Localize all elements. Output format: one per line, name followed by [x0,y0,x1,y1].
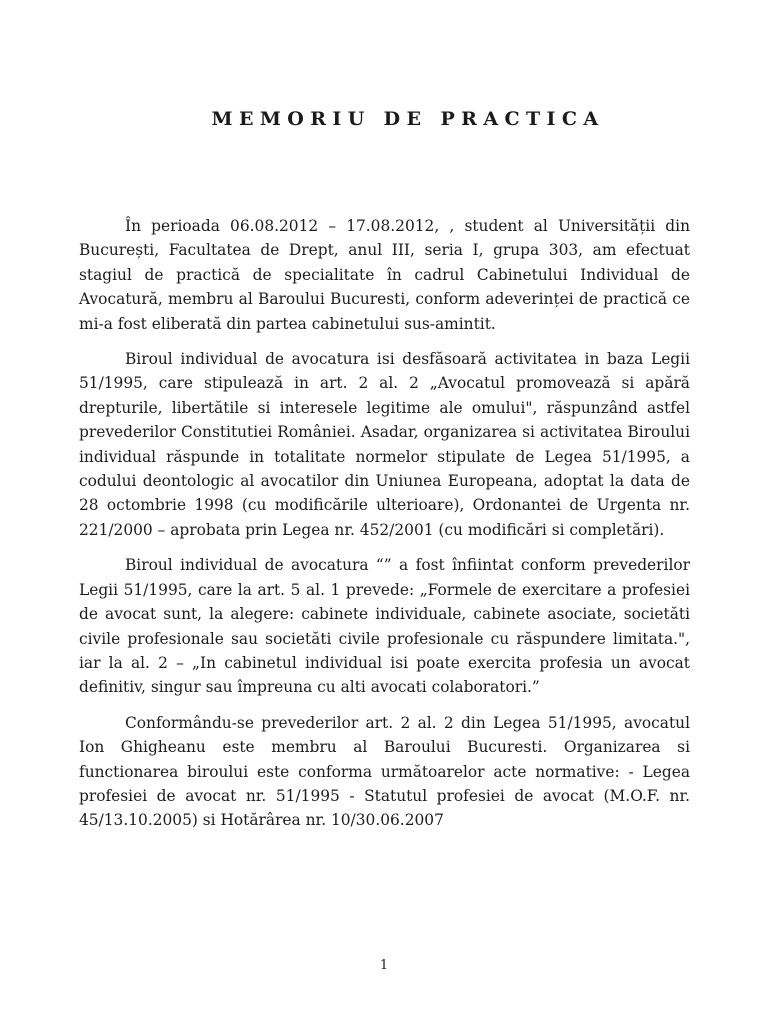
paragraph-4: Conformându-se prevederilor art. 2 al. 2 din Legea 51/1995, avocatul Ion Ghigheanu este membru al Baroului Bucuresti. Organizarea si functionarea biroului este conforma următoarelor acte normative: - Legea profesiei de avocat nr. 51/1995 - Statutul profesiei de avocat (M.O.F. nr. 45/13.10.2005) si Hotărârea nr. 10/30.06.2007 [79,713,690,830]
paragraph-2: Biroul individual de avocatura isi desfăsoară activitatea in baza Legii 51/1995, care stipulează in art. 2 al. 2 „Avocatul promovează si apără drepturile, libertătile si interesele legitime ale omului", răspunzând astfel prevederilor Constitutiei României. Asadar, organizarea si activitatea Biroului individual răspunde in totalitate normelor stipulate de Legea 51/1995, a codului deontologic al avocatilor din Uniunea Europeana, adoptat la data de 28 octombrie 1998 (cu modificările ulterioare), Ordonantei de Urgenta nr. 221/2000 – aprobata prin Legea nr. 452/2001 (cu modificări si completări). [79,350,690,539]
document-title: MEMORIU DE PRACTICA [211,108,605,130]
page-number: 1 [379,958,389,973]
paragraph-1: În perioada 06.08.2012 – 17.08.2012, , student al Universității din București, Facultatea de Drept, anul III, seria I, grupa 303, am efectuat stagiul de practică de specialitate în cadrul Cabinetului Individual de Avocatură, membru al Baroului Bucuresti, conform adeverinței de practică ce mi-a fost eliberată din partea cabinetului sus-amintit. [79,217,690,333]
document-body [79,214,690,844]
paragraph-3: Biroul individual de avocatura “” a fost înfiintat conform prevederilor Legii 51/1995, care la art. 5 al. 1 prevede: „Formele de exercitare a profesiei de avocat sunt, la alegere: cabinete individuale, cabinete asociate, societăti civile profesionale sau societăti civile profesionale cu răspundere limitata.", iar la al. 2 – „In cabinetul individual isi poate exercita profesia un avocat definitiv, singur sau împreuna cu alti avocati colaboratori.” [79,556,690,697]
